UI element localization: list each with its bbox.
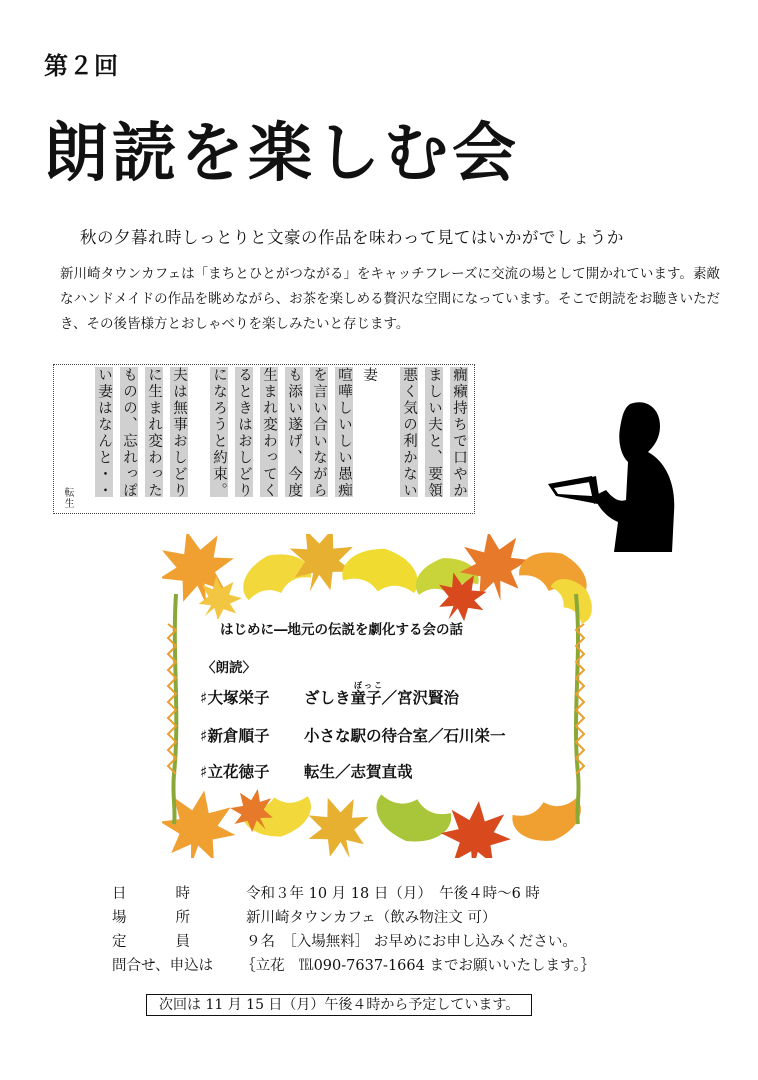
work-title: 転生／志賀直哉 (304, 763, 413, 781)
excerpt-source: 転生 (62, 487, 73, 509)
program-item (200, 686, 459, 708)
reader-name: ♯立花徳子 (200, 763, 270, 781)
contact-label: 問合せ、申込は (112, 958, 214, 974)
excerpt-column: 喧嘩しいしい愚痴 (336, 367, 352, 499)
work-title: ざしき童子／宮沢賢治 (304, 689, 460, 707)
excerpt-column: も添い遂げ、今度 (286, 367, 302, 499)
date-value: 令和３年 10 月 18 日（月） 午後４時～6 時 (246, 886, 540, 902)
next-event-notice: 次回は 11 月 15 日（月）午後４時から予定しています。 (146, 994, 532, 1016)
program-item (200, 760, 413, 782)
program-item (200, 724, 506, 746)
place-row (112, 906, 595, 930)
capacity-row (112, 930, 595, 954)
excerpt-columns (95, 367, 468, 511)
program-panel (162, 534, 600, 858)
page-title: 朗読を楽しむ会 (44, 117, 520, 191)
subtitle: 秋の夕暮れ時しっとりと文豪の作品を味わって見てはいかがでしょうか (80, 228, 624, 247)
excerpt-column: になろうと約束。 (211, 367, 227, 499)
excerpt-column: を言い合いながら (311, 367, 327, 499)
capacity-label: 定 員 (112, 934, 190, 950)
event-details (112, 882, 595, 978)
excerpt-column (195, 367, 203, 497)
date-row (112, 882, 595, 906)
ruby-annotation: ぼっこ (354, 681, 384, 690)
reader-name: ♯新倉順子 (200, 727, 270, 745)
excerpt-column: 夫は無事おしどり (171, 367, 187, 499)
place-value: 新川崎タウンカフェ（飲み物注文 可） (246, 910, 497, 926)
work-title: 小さな駅の待合室／石川栄一 (304, 727, 506, 745)
excerpt-column (385, 367, 393, 497)
reader-name: ♯大塚栄子 (200, 689, 270, 707)
story-excerpt-box (53, 364, 475, 514)
program-heading: はじめに―地元の伝説を劇化する会の話 (220, 622, 463, 638)
excerpt-column: い妻はなんと・・ (96, 367, 112, 499)
excerpt-column: ものの、忘れっぽ (121, 367, 137, 499)
excerpt-column: 妻 (361, 367, 377, 384)
contact-row (112, 954, 595, 978)
excerpt-column: るときはおしどり (236, 367, 252, 499)
excerpt-column: に生まれ変わった (146, 367, 162, 499)
capacity-value: ９名 ［入場無料］ お早めにお申し込みください。 (246, 934, 577, 950)
intro-paragraph: 新川崎タウンカフェは「まちとひとがつながる」をキャッチフレーズに交流の場として開かれています。素敵なハンドメイドの作品を眺めながら、お茶を楽しめる贅沢な空間になっています。そこで朗読をお聴きいただき、その後皆様方とおしゃべりを楽しみたいと存じます。 (60, 266, 721, 332)
contact-value: ｛立花 ℡090-7637-1664 までお願いいたします。｝ (241, 958, 596, 974)
excerpt-column: ましい夫と、要領 (426, 367, 442, 499)
excerpt-column: 癇癪持ちで口やか (451, 367, 467, 499)
edition-label: 第２回 (44, 52, 119, 80)
date-label: 日 時 (112, 886, 190, 902)
excerpt-column: 生まれ変わってく (261, 367, 277, 499)
excerpt-column: 悪く気の利かない (401, 367, 417, 499)
place-label: 場 所 (112, 910, 190, 926)
reading-label: 〈朗読〉 (202, 660, 256, 676)
